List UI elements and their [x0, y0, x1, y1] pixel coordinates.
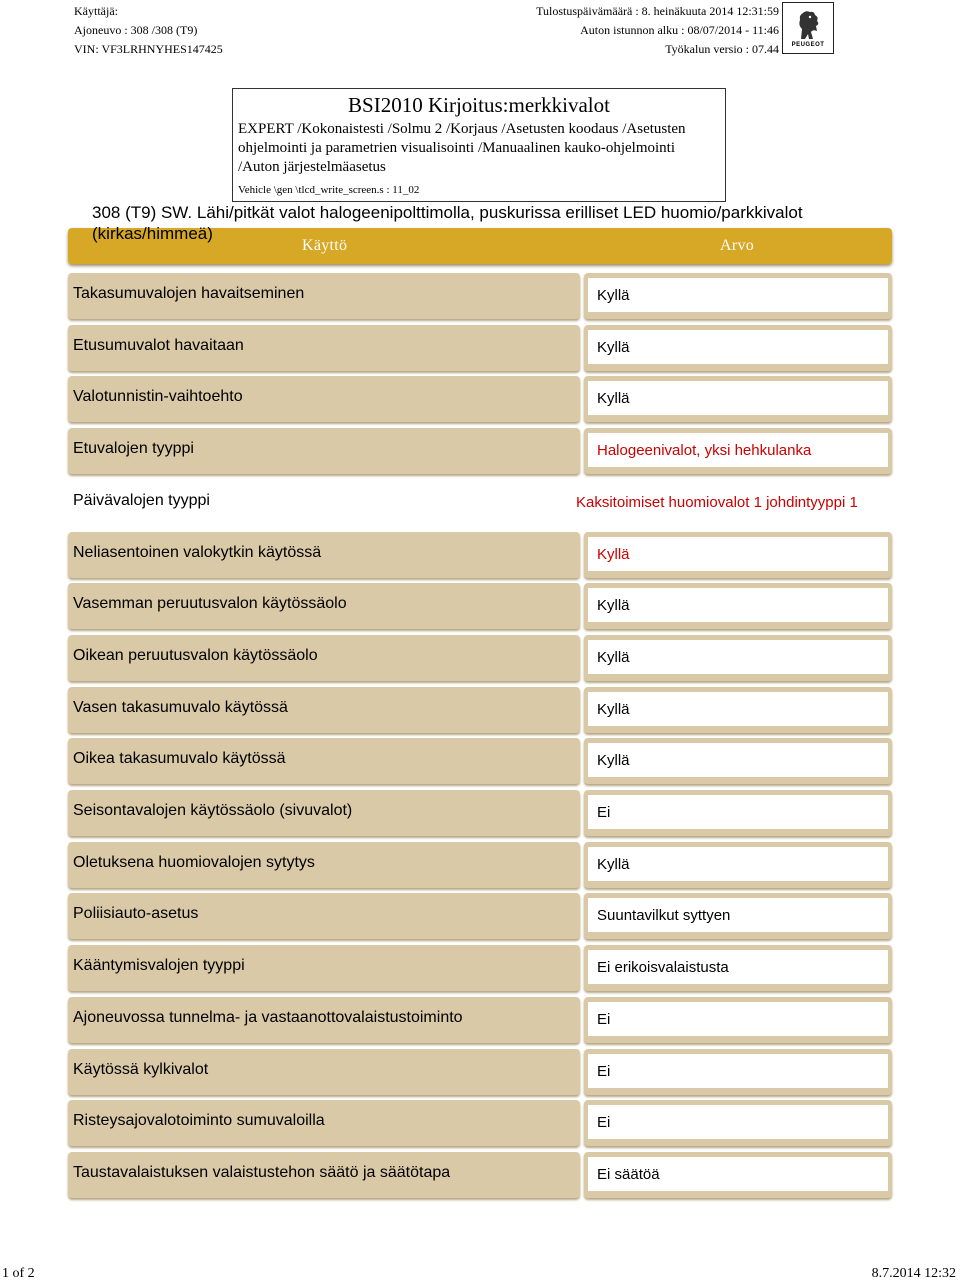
parameter-value-cell: [584, 1100, 892, 1146]
navigation-path: EXPERT /Kokonaistesti /Solmu 2 /Korjaus /Asetusten koodaus /Asetusten ohjelmointi ja parametrien visualisointi /Manuaalinen kauko-ohjelmointi /Auton järjestelmäasetus: [238, 121, 686, 175]
page-number: 1 of 2: [2, 1266, 35, 1281]
table-row: [68, 428, 892, 474]
table-row: [68, 687, 892, 733]
parameter-value-cell: [584, 532, 892, 578]
parameter-label: Oletuksena huomiovalojen sytytys: [68, 842, 580, 888]
parameter-label: Käytössä kylkivalot: [68, 1049, 580, 1095]
parameter-value-cell: [576, 480, 892, 526]
parameter-value-cell: [584, 583, 892, 629]
table-row: [68, 842, 892, 888]
parameter-label: Etusumuvalot havaitaan: [68, 325, 580, 371]
parameter-value: Ei erikoisvalaistusta: [588, 950, 888, 984]
parameter-value-cell: [584, 1152, 892, 1198]
parameter-value: Suuntavilkut syttyen: [588, 898, 888, 932]
parameter-value: Kyllä: [588, 588, 888, 622]
table-row: [68, 1100, 892, 1146]
parameter-value: Kyllä: [588, 381, 888, 415]
lion-icon: [793, 9, 823, 41]
parameter-label: Oikean peruutusvalon käytössäolo: [68, 635, 580, 681]
parameter-label: Etuvalojen tyyppi: [68, 428, 580, 474]
parameter-value-cell: [584, 376, 892, 422]
table-row: [68, 480, 892, 526]
logo-text: PEUGEOT: [791, 41, 825, 48]
parameter-value-cell: [584, 687, 892, 733]
table-row: [68, 945, 892, 991]
parameter-value: Ei: [588, 795, 888, 829]
table-row: [68, 1049, 892, 1095]
table-row: [68, 893, 892, 939]
table-row: [68, 997, 892, 1043]
parameter-label: Taustavalaistuksen valaistustehon säätö ja säätötapa: [68, 1152, 580, 1198]
parameter-value: Kyllä: [588, 640, 888, 674]
vehicle-description: 308 (T9) SW. Lähi/pitkät valot halogeenipolttimolla, puskurissa erilliset LED huomio/parkkivalot (kirkas/himmeä): [92, 203, 803, 243]
table-row: [68, 1152, 892, 1198]
parameter-value: Kaksitoimiset huomiovalot 1 johdintyyppi 1: [576, 494, 858, 511]
parameter-value-cell: [584, 893, 892, 939]
parameter-value: Ei: [588, 1002, 888, 1036]
parameter-label: Takasumuvalojen havaitseminen: [68, 273, 580, 319]
parameter-label: Seisontavalojen käytössäolo (sivuvalot): [68, 790, 580, 836]
parameter-value-cell: [584, 945, 892, 991]
parameter-value: Kyllä: [588, 278, 888, 312]
parameter-label: Poliisiauto-asetus: [68, 893, 580, 939]
vin-info: VIN: VF3LRHNYHES147425: [74, 42, 223, 56]
table-row: [68, 376, 892, 422]
vehicle-info: Ajoneuvo : 308 /308 (T9): [74, 23, 198, 37]
column-usage: Käyttö: [302, 237, 348, 254]
parameter-value: Kyllä: [588, 743, 888, 777]
table-row: [68, 738, 892, 784]
footer-date: 8.7.2014 12:32: [871, 1266, 956, 1281]
parameter-value: Halogeenivalot, yksi hehkulanka: [588, 433, 888, 467]
parameter-label: Risteysajovalotoiminto sumuvaloilla: [68, 1100, 580, 1146]
parameter-label: Kääntymisvalojen tyyppi: [68, 945, 580, 991]
peugeot-logo: [782, 2, 834, 54]
title-box: [232, 88, 726, 202]
table-row: [68, 532, 892, 578]
table-row: [68, 583, 892, 629]
parameter-label: Vasemman peruutusvalon käytössäolo: [68, 583, 580, 629]
print-date: Tulostuspäivämäärä : 8. heinäkuuta 2014 12:31:59: [536, 4, 779, 18]
table-row: [68, 325, 892, 371]
parameter-value: Kyllä: [588, 330, 888, 364]
tool-version: Työkalun versio : 07.44: [665, 42, 779, 56]
parameter-value: Ei säätöä: [588, 1157, 888, 1191]
parameter-label: Päivävalojen tyyppi: [73, 492, 210, 509]
parameter-value-cell: [584, 325, 892, 371]
parameter-value: Ei: [588, 1054, 888, 1088]
user-label: Käyttäjä:: [74, 4, 118, 18]
page-title: BSI2010 Kirjoitus:merkkivalot: [348, 93, 610, 117]
parameter-label: Oikea takasumuvalo käytössä: [68, 738, 580, 784]
parameter-value-cell: [584, 428, 892, 474]
parameter-value-cell: [584, 997, 892, 1043]
parameter-value-cell: [584, 1049, 892, 1095]
parameter-label: Vasen takasumuvalo käytössä: [68, 687, 580, 733]
parameter-value: Kyllä: [588, 692, 888, 726]
column-value: Arvo: [720, 237, 755, 254]
parameter-label: Neliasentoinen valokytkin käytössä: [68, 532, 580, 578]
parameter-label: Valotunnistin-vaihtoehto: [68, 376, 580, 422]
parameter-label: Ajoneuvossa tunnelma- ja vastaanottovalaistustoiminto: [68, 997, 580, 1043]
screen-id: Vehicle \gen \tlcd_write_screen.s : 11_02: [238, 184, 420, 196]
parameter-value-cell: [584, 738, 892, 784]
table-row: [68, 790, 892, 836]
parameter-value-cell: [584, 790, 892, 836]
parameter-value-cell: [584, 635, 892, 681]
session-start: Auton istunnon alku : 08/07/2014 - 11:46: [580, 23, 779, 37]
parameter-value-cell: [584, 842, 892, 888]
parameter-value: Ei: [588, 1105, 888, 1139]
table-row: [68, 635, 892, 681]
parameter-value: Kyllä: [588, 847, 888, 881]
parameter-value-cell: [584, 273, 892, 319]
table-row: [68, 273, 892, 319]
parameter-value: Kyllä: [588, 537, 888, 571]
